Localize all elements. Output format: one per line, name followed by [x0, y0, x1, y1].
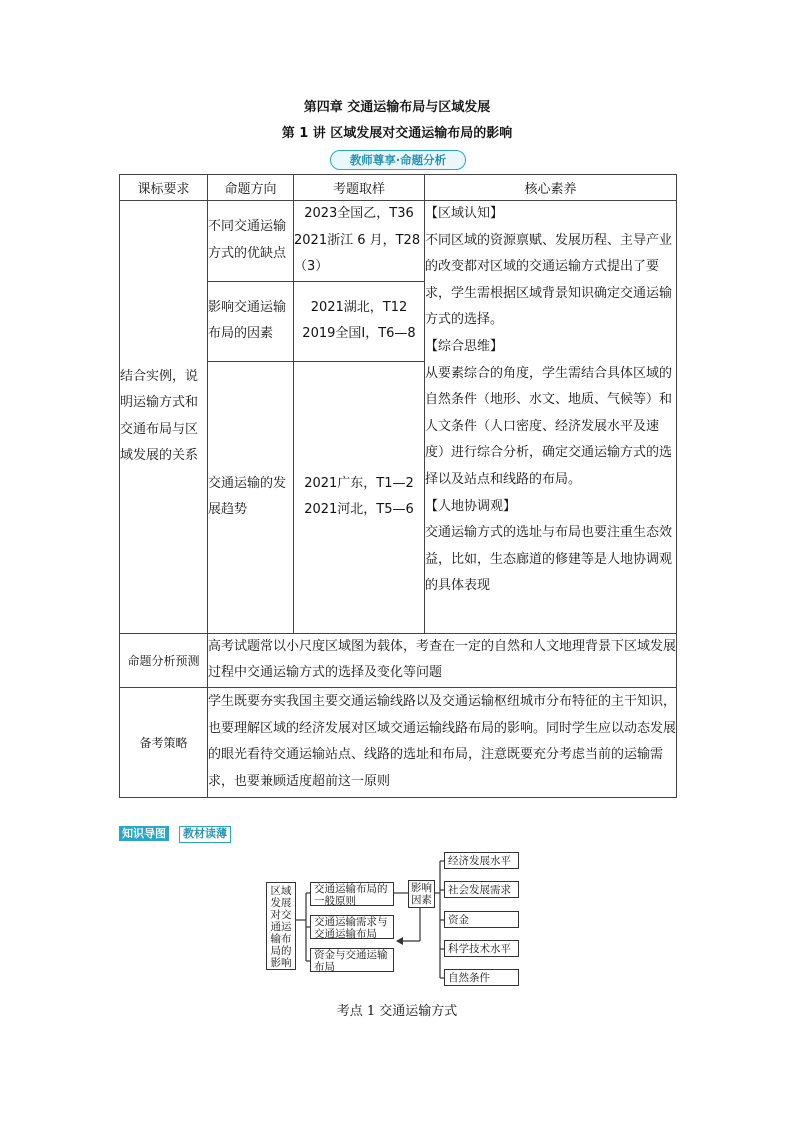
mindmap-branch: 资金与交通运输布局: [310, 948, 394, 972]
mindmap-factor: 自然条件: [444, 969, 519, 986]
literacy-heading: 【区域认知】: [425, 206, 504, 221]
mindmap-root: 区域发展对交通运输布局的影响: [266, 882, 296, 970]
literacy-heading: 【人地协调观】: [425, 498, 517, 514]
literacy-heading: 【综合思维】: [425, 338, 504, 354]
mindmap-factor-label: 影响因素: [408, 880, 435, 908]
lesson-title: 第 1 讲 区域发展对交通运输布局的影响: [281, 126, 513, 141]
mindmap-branch: 交通运输需求与交通运输布局: [310, 915, 394, 939]
direction-text: 影响交通运输布局的因素: [208, 299, 287, 342]
mindmap-branch: 交通运输布局的一般原则: [310, 882, 394, 906]
chapter-title: 第四章 交通运输布局与区域发展: [303, 100, 491, 115]
literacy-text: 从要素综合的角度，学生需结合具体区域的自然条件（地形、水文、地质、气候等）和人文条件（人口密度、经济发展水平及速度）进行综合分析，确定交通运输方式的选择以及站点和线路的布局。: [425, 365, 673, 487]
sample-text: 2021河北，T5—6: [304, 502, 414, 518]
mindmap-factor: 资金: [444, 911, 519, 928]
standard-text: 结合实例，说明运输方式和交通布局与区域发展的关系: [120, 368, 199, 464]
header-direction: 命题方向: [208, 175, 294, 201]
prediction-text: 高考试题常以小尺度区域图为载体，考查在一定的自然和人文地理背景下区域发展过程中交通运输方式的选择及变化等问题: [208, 633, 677, 687]
literacy-text: 交通运输方式的选址与布局也要注重生态效益，比如，生态廊道的修建等是人地协调观的具体表现: [425, 525, 673, 594]
section-title: 考点 1 交通运输方式: [336, 1004, 458, 1019]
teacher-badge: 教师尊享·命题分析: [330, 150, 466, 170]
textbook-tag: 教材读薄: [179, 826, 231, 843]
sample-text: 2021浙江 6 月，T28（3）: [294, 232, 421, 275]
mindmap-factor: 经济发展水平: [444, 852, 519, 869]
header-standard: 课标要求: [120, 175, 208, 201]
literacy-text: 不同区域的资源禀赋、发展历程、主导产业的改变都对区域的交通运输方式提出了要求，学生需根据区域背景知识确定交通运输方式的选择。: [425, 232, 673, 328]
mindmap-factor: 科学技术水平: [444, 940, 519, 957]
header-literacy: 核心素养: [425, 175, 677, 201]
header-samples: 考题取样: [294, 175, 425, 201]
strategy-text: 学生既要夯实我国主要交通运输线路以及交通运输枢纽城市分布特征的主干知识，也要理解区域的经济发展对区域交通运输线路布局的影响。同时学生应以动态发展的眼光看待交通运输站点、线路的选址和布局，注意既要充分考虑当前的运输需求，也要兼顾适度超前这一原则: [208, 687, 677, 797]
knowledge-map-tag: 知识导图: [119, 826, 169, 841]
direction-text: 交通运输的发展趋势: [208, 475, 287, 518]
sample-text: 2023全国乙，T36: [304, 206, 414, 221]
strategy-label: 备考策略: [120, 687, 208, 797]
sample-text: 2021湖北，T12: [310, 299, 408, 315]
arrow-icon: [396, 937, 403, 945]
sample-text: 2021广东，T1—2: [304, 475, 414, 491]
sample-text: 2019全国Ⅰ，T6—8: [302, 326, 416, 342]
mindmap-factor: 社会发展需求: [444, 881, 519, 898]
direction-text: 不同交通运输方式的优缺点: [208, 219, 287, 261]
prediction-label: 命题分析预测: [120, 633, 208, 687]
